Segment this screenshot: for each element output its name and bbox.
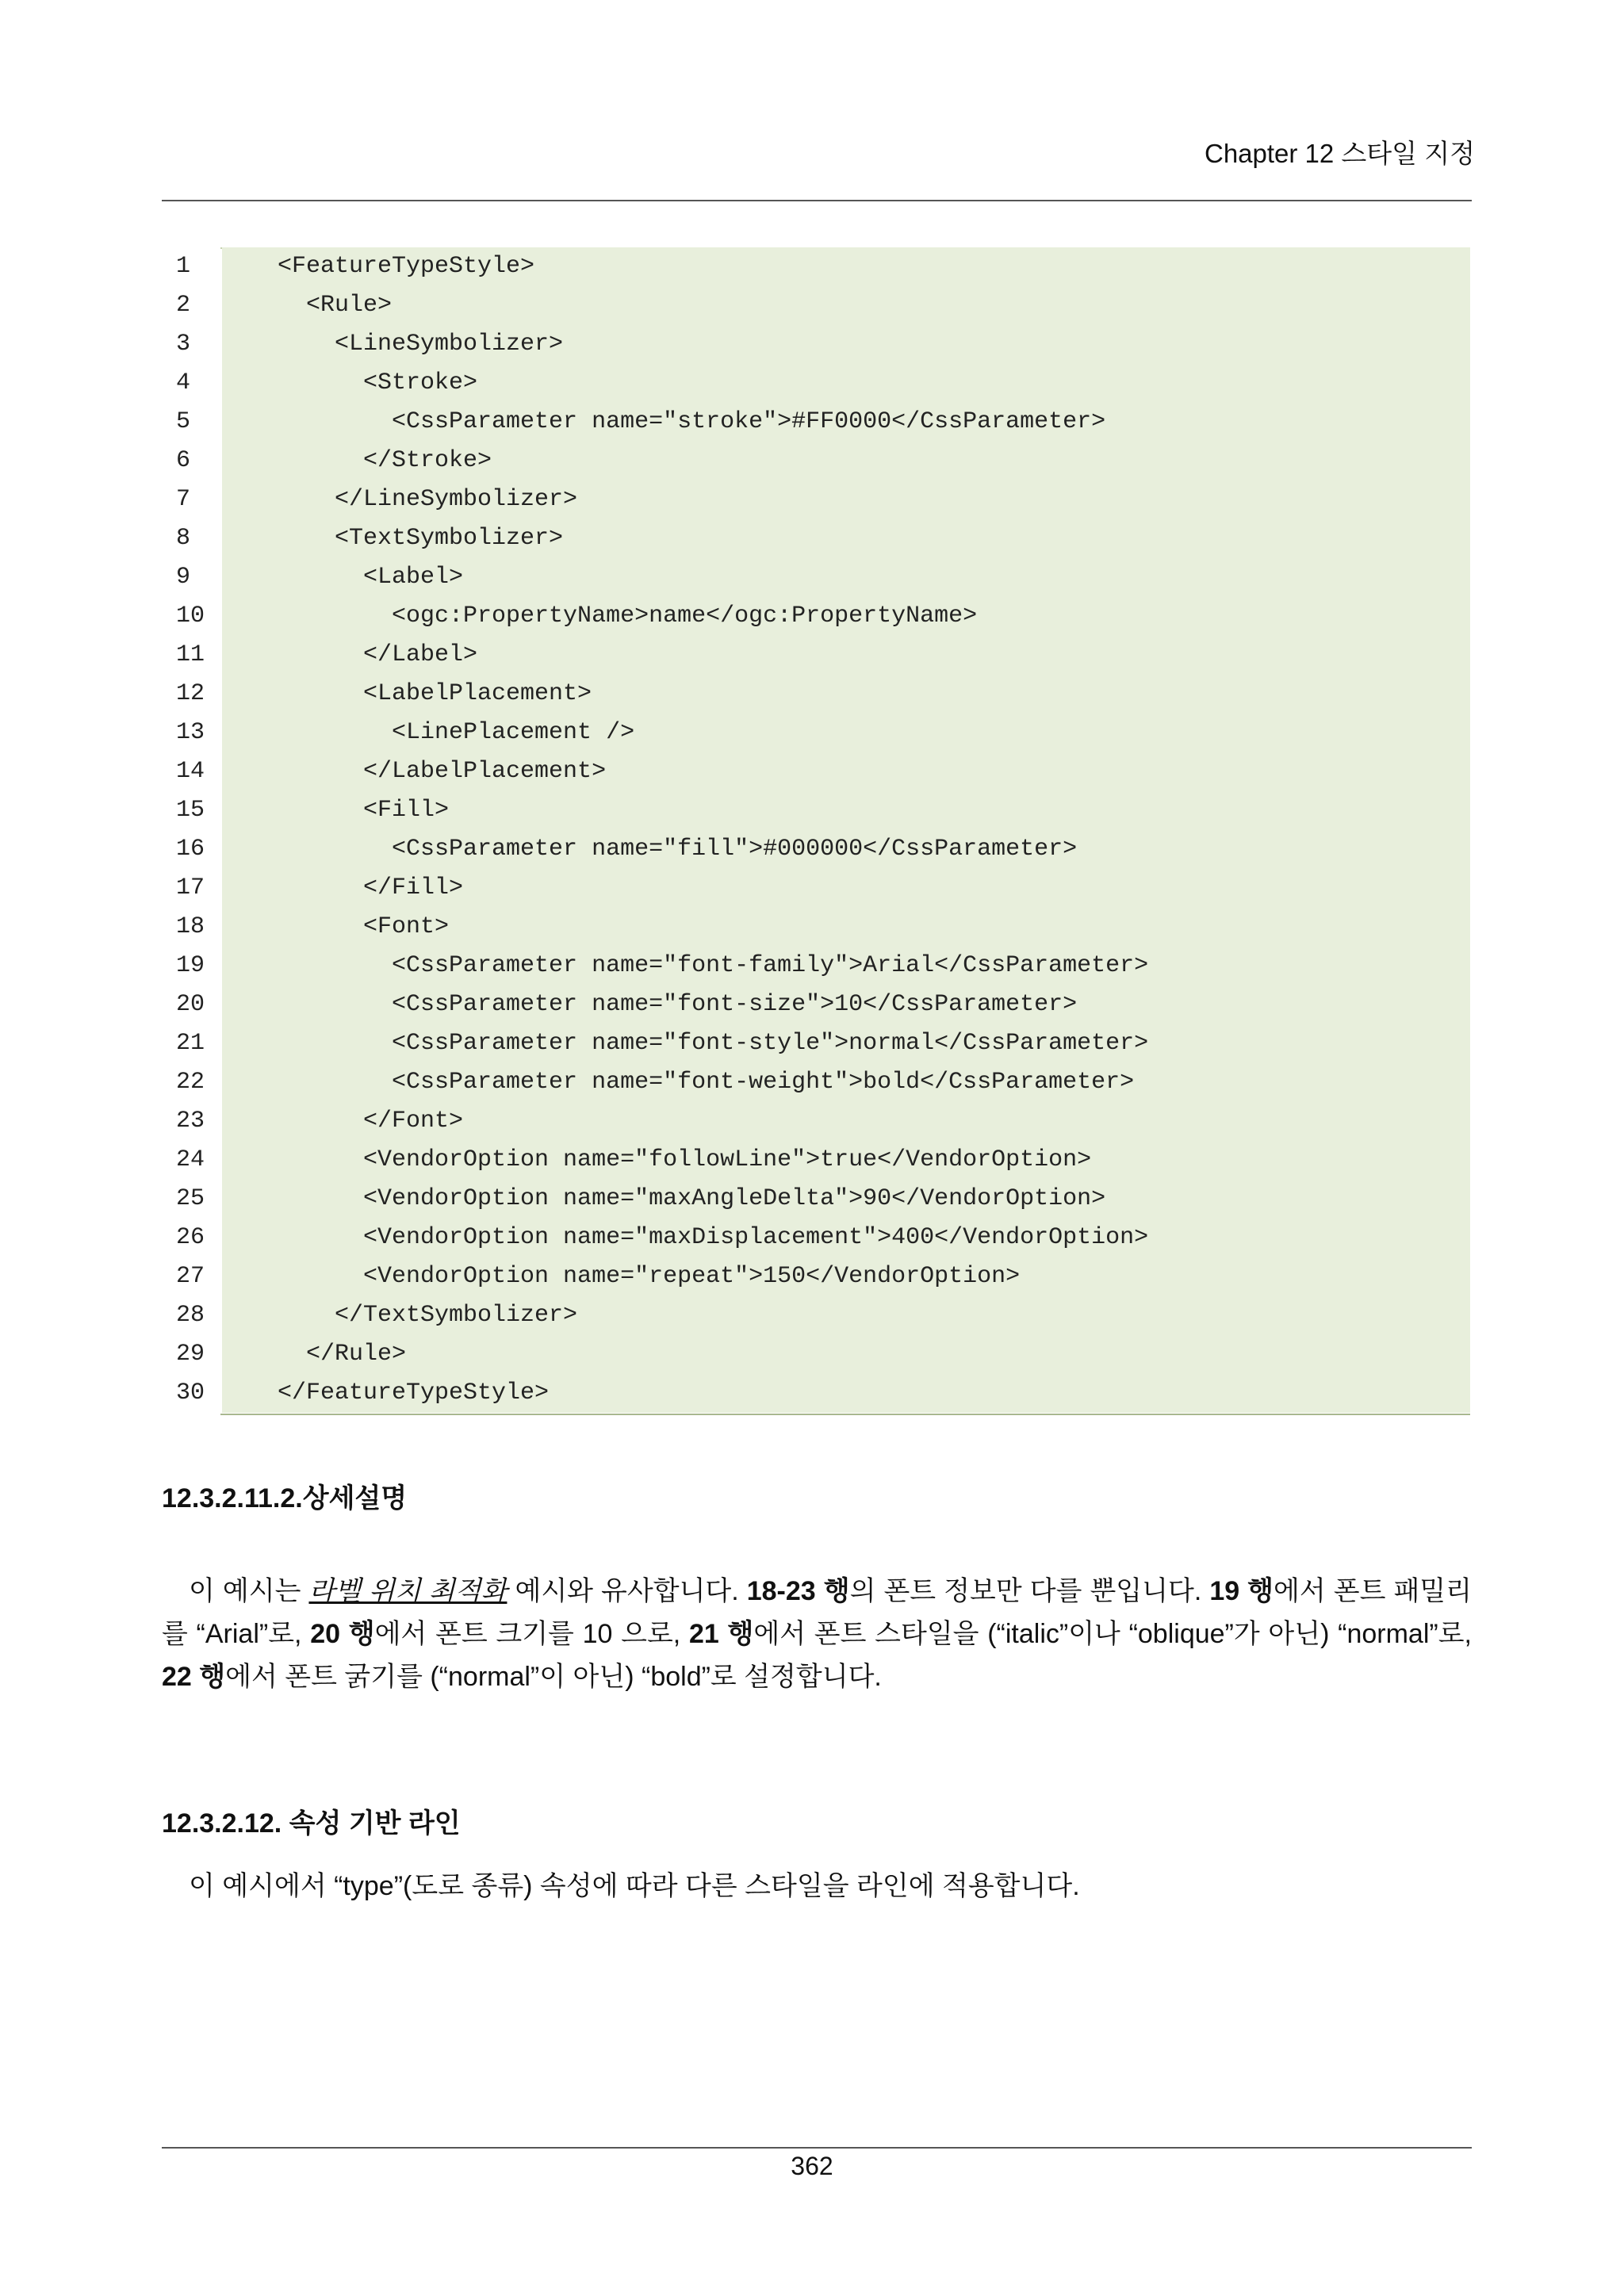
code-line <box>162 1374 1470 1413</box>
line-ref: 19 행 <box>1209 1576 1274 1606</box>
code-text: <LinePlacement /> <box>222 714 1470 752</box>
code-line <box>162 714 1470 752</box>
text: 에서 폰트 굵기를 (“normal”이 아닌) “bold”로 설정합니다. <box>225 1662 882 1692</box>
line-number: 10 <box>176 603 205 629</box>
line-number: 15 <box>176 797 205 824</box>
running-head: Chapter 12 스타일 지정 <box>1204 139 1475 168</box>
code-line <box>162 1063 1470 1102</box>
code-line <box>162 830 1470 869</box>
code-line <box>162 752 1470 791</box>
line-number: 20 <box>176 991 205 1018</box>
code-line <box>162 947 1470 985</box>
line-number: 24 <box>176 1146 205 1173</box>
code-line <box>162 1180 1470 1219</box>
code-line <box>162 519 1470 558</box>
code-text: <ogc:PropertyName>name</ogc:PropertyName> <box>222 597 1470 636</box>
line-ref: 20 행 <box>310 1619 375 1649</box>
code-text: <VendorOption name="maxDisplacement">400</VendorOption> <box>222 1219 1470 1257</box>
footer-rule <box>162 2147 1472 2149</box>
code-block-bottom-border <box>220 1414 1470 1415</box>
code-text: <CssParameter name="stroke">#FF0000</CssParameter> <box>222 403 1470 442</box>
code-line <box>162 636 1470 675</box>
code-text: <TextSymbolizer> <box>222 519 1470 558</box>
code-text: </Font> <box>222 1102 1470 1141</box>
code-text: </LineSymbolizer> <box>222 480 1470 519</box>
code-line <box>162 908 1470 947</box>
code-text: <Rule> <box>222 286 1470 325</box>
text: 에서 폰트 패밀리를 “Arial”로, <box>162 1576 1473 1649</box>
line-number: 4 <box>176 369 191 396</box>
code-line <box>162 1296 1470 1335</box>
line-ref: 21 행 <box>688 1619 754 1649</box>
line-ref: 18-23 행 <box>746 1576 850 1606</box>
code-line <box>162 597 1470 636</box>
line-number: 6 <box>176 447 191 474</box>
text: 에서 폰트 스타일을 (“italic”이나 “oblique”가 아닌) “normal”로, <box>753 1619 1473 1649</box>
code-line <box>162 325 1470 364</box>
line-number: 1 <box>176 253 191 280</box>
line-number: 14 <box>176 758 205 785</box>
cross-reference-link[interactable]: 라벨 위치 최적화 <box>308 1576 508 1606</box>
attribute-lines-paragraph: 이 예시에서 “type”(도로 종류) 속성에 따라 다른 스타일을 라인에 적용합니다. <box>189 1871 1080 1901</box>
line-number: 30 <box>176 1380 205 1406</box>
code-text: <Font> <box>222 908 1470 947</box>
code-line <box>162 1335 1470 1374</box>
line-number: 21 <box>176 1030 205 1057</box>
code-line <box>162 480 1470 519</box>
text: 의 폰트 정보만 다를 뿐입니다. <box>849 1576 1210 1606</box>
code-text: <FeatureTypeStyle> <box>222 247 1470 286</box>
line-number: 2 <box>176 292 191 319</box>
code-text: <CssParameter name="font-family">Arial</CssParameter> <box>222 947 1470 985</box>
code-text: </Rule> <box>222 1335 1470 1374</box>
line-number: 25 <box>176 1185 205 1212</box>
code-text: </LabelPlacement> <box>222 752 1470 791</box>
line-number: 23 <box>176 1108 205 1135</box>
code-line <box>162 1257 1470 1296</box>
code-text: <CssParameter name="font-weight">bold</CssParameter> <box>222 1063 1470 1102</box>
code-text: </Fill> <box>222 869 1470 908</box>
code-line <box>162 675 1470 714</box>
line-number: 16 <box>176 836 205 863</box>
line-number: 29 <box>176 1341 205 1368</box>
code-text: </Label> <box>222 636 1470 675</box>
code-line <box>162 442 1470 480</box>
code-text: <LineSymbolizer> <box>222 325 1470 364</box>
code-line <box>162 403 1470 442</box>
line-number: 3 <box>176 331 191 358</box>
code-text: <Stroke> <box>222 364 1470 403</box>
code-line <box>162 791 1470 830</box>
section-heading-attribute-lines: 12.3.2.12. 속성 기반 라인 <box>162 1808 461 1839</box>
code-text: <VendorOption name="maxAngleDelta">90</VendorOption> <box>222 1180 1470 1219</box>
text: 예시와 유사합니다. <box>507 1576 747 1606</box>
line-number: 11 <box>176 641 205 668</box>
code-line <box>162 1141 1470 1180</box>
line-number: 12 <box>176 680 205 707</box>
code-block <box>162 247 1470 1413</box>
line-number: 13 <box>176 719 205 746</box>
line-number: 8 <box>176 525 191 552</box>
code-text: <LabelPlacement> <box>222 675 1470 714</box>
header-rule <box>162 200 1472 201</box>
line-number: 7 <box>176 486 191 513</box>
line-number: 5 <box>176 408 191 435</box>
detail-paragraph <box>162 1570 1472 1698</box>
line-number: 22 <box>176 1069 205 1096</box>
line-number: 27 <box>176 1263 205 1290</box>
line-number: 9 <box>176 564 191 591</box>
code-line <box>162 1219 1470 1257</box>
code-line <box>162 985 1470 1024</box>
code-line <box>162 364 1470 403</box>
line-ref: 22 행 <box>162 1662 226 1692</box>
code-text: <CssParameter name="fill">#000000</CssParameter> <box>222 830 1470 869</box>
code-text: <VendorOption name="repeat">150</VendorOption> <box>222 1257 1470 1296</box>
code-text: <Label> <box>222 558 1470 597</box>
page-number: 362 <box>791 2152 833 2180</box>
code-line <box>162 1102 1470 1141</box>
code-text: <CssParameter name="font-size">10</CssParameter> <box>222 985 1470 1024</box>
line-number: 26 <box>176 1224 205 1251</box>
code-line <box>162 558 1470 597</box>
line-number: 17 <box>176 874 205 901</box>
code-text: </Stroke> <box>222 442 1470 480</box>
text: 에서 폰트 크기를 10 으로, <box>374 1619 689 1649</box>
section-heading-detail: 12.3.2.11.2.상세설명 <box>162 1483 408 1513</box>
code-text: </TextSymbolizer> <box>222 1296 1470 1335</box>
code-text: <Fill> <box>222 791 1470 830</box>
code-text: <CssParameter name="font-style">normal</CssParameter> <box>222 1024 1470 1063</box>
code-line <box>162 286 1470 325</box>
line-number: 19 <box>176 952 205 979</box>
code-line <box>162 247 1470 286</box>
code-text: <VendorOption name="followLine">true</VendorOption> <box>222 1141 1470 1180</box>
code-text: </FeatureTypeStyle> <box>222 1374 1470 1413</box>
line-number: 28 <box>176 1302 205 1329</box>
code-line <box>162 869 1470 908</box>
line-number: 18 <box>176 913 205 940</box>
text: 이 예시는 <box>189 1576 309 1606</box>
code-line <box>162 1024 1470 1063</box>
